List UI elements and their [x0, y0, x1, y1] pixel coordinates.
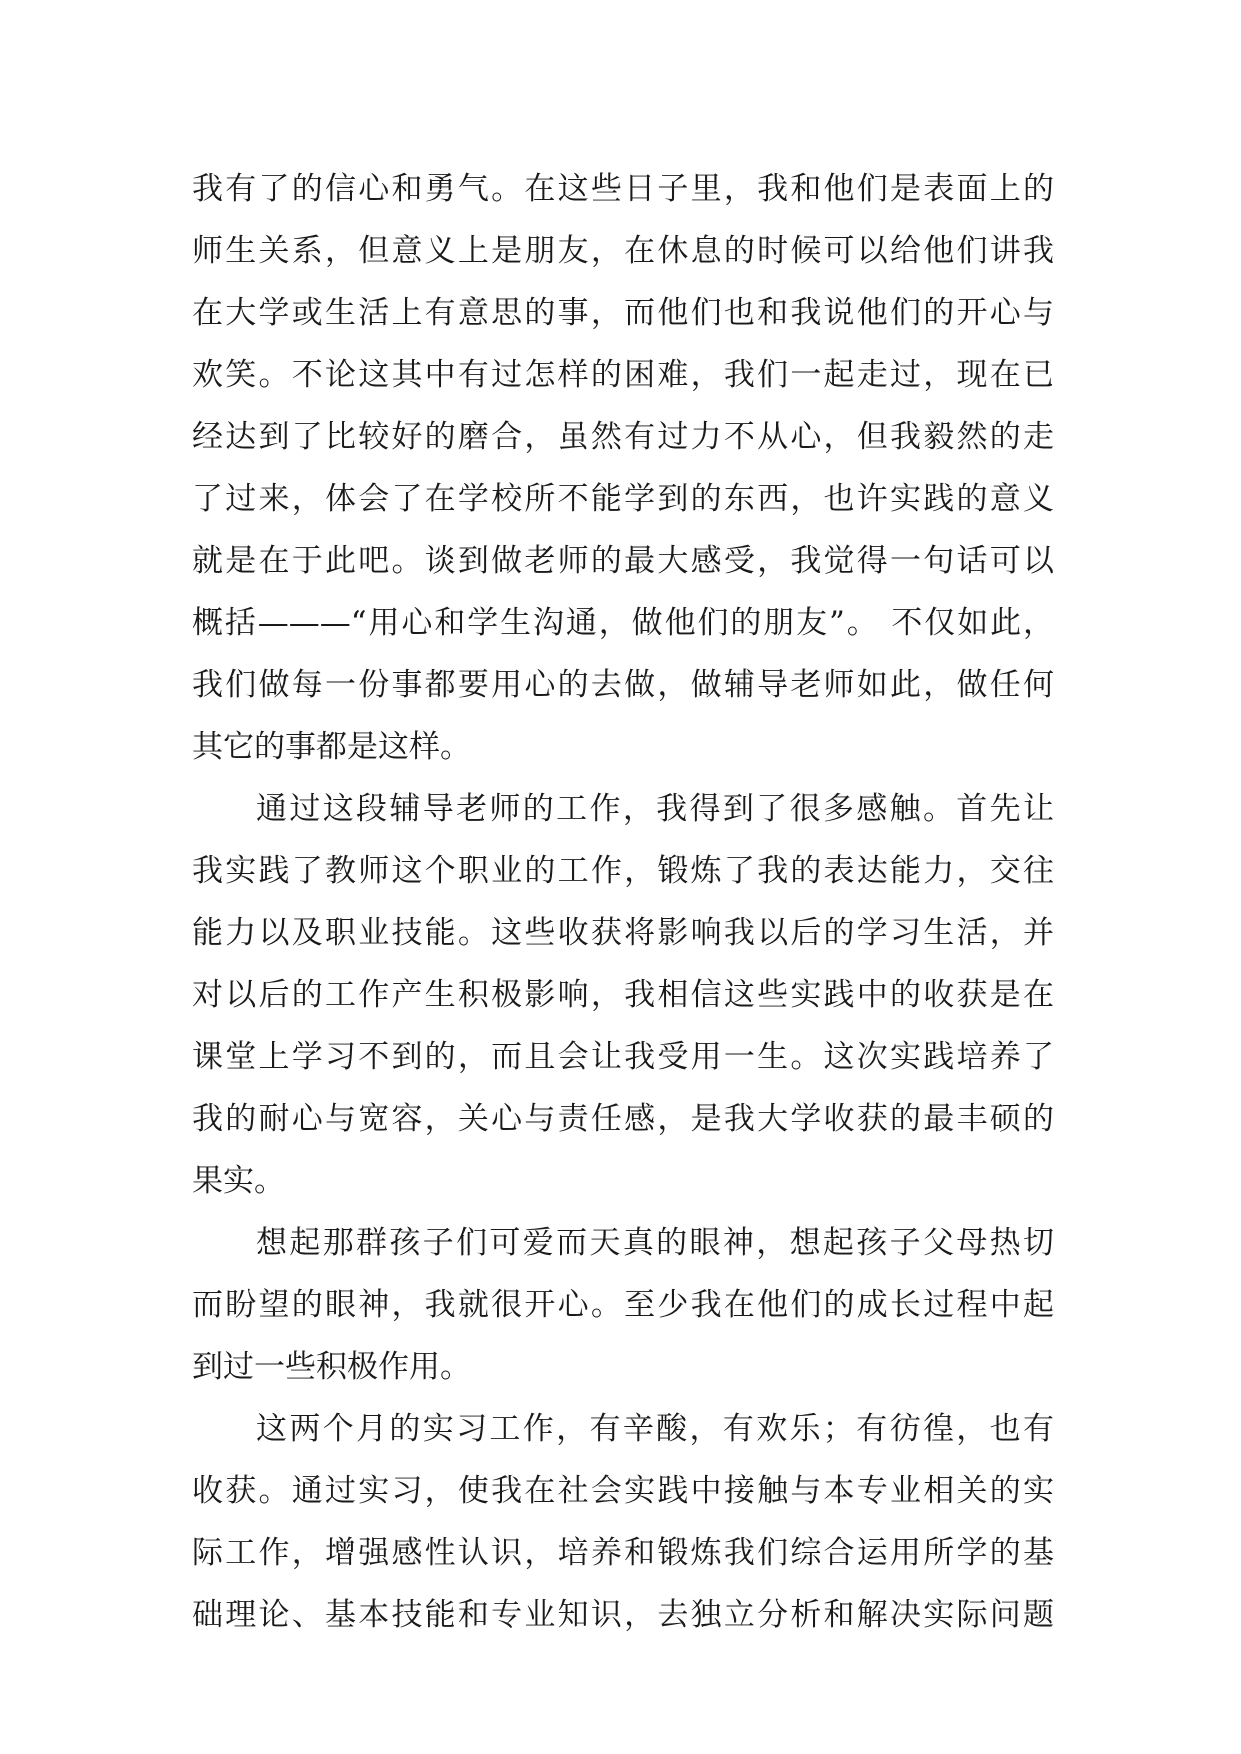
text-line: 我实践了教师这个职业的工作，锻炼了我的表达能力，交往	[192, 853, 1054, 889]
text-line: 我的耐心与宽容，关心与责任感，是我大学收获的最丰硕的	[192, 1101, 1054, 1137]
text-line: 就是在于此吧。谈到做老师的最大感受，我觉得一句话可以	[192, 543, 1054, 579]
text-line: 而盼望的眼神，我就很开心。至少我在他们的成长过程中起	[192, 1287, 1054, 1323]
text-line: 我有了的信心和勇气。在这些日子里，我和他们是表面上的	[192, 171, 1054, 207]
paragraph-first-line: 这两个月的实习工作，有辛酸，有欢乐；有彷徨，也有	[256, 1411, 1054, 1447]
paragraph-first-line: 想起那群孩子们可爱而天真的眼神，想起孩子父母热切	[256, 1225, 1054, 1261]
text-line: 际工作，增强感性认识，培养和锻炼我们综合运用所学的基	[192, 1535, 1054, 1571]
text-line: 果实。	[192, 1163, 285, 1199]
text-line: 能力以及职业技能。这些收获将影响我以后的学习生活，并	[192, 915, 1054, 951]
text-line: 础理论、基本技能和专业知识，去独立分析和解决实际问题	[192, 1597, 1054, 1633]
text-line: 师生关系，但意义上是朋友，在休息的时候可以给他们讲我	[192, 233, 1054, 269]
text-line: 收获。通过实习，使我在社会实践中接触与本专业相关的实	[192, 1473, 1054, 1509]
text-line: 概括———“用心和学生沟通，做他们的朋友”。 不仅如此，	[192, 605, 1054, 641]
text-line: 欢笑。不论这其中有过怎样的困难，我们一起走过，现在已	[192, 357, 1054, 393]
paragraph-first-line: 通过这段辅导老师的工作，我得到了很多感触。首先让	[256, 791, 1054, 827]
text-line: 了过来，体会了在学校所不能学到的东西，也许实践的意义	[192, 481, 1054, 517]
text-line: 我们做每一份事都要用心的去做，做辅导老师如此，做任何	[192, 667, 1054, 703]
text-line: 在大学或生活上有意思的事，而他们也和我说他们的开心与	[192, 295, 1054, 331]
text-line: 经达到了比较好的磨合，虽然有过力不从心，但我毅然的走	[192, 419, 1054, 455]
text-line: 课堂上学习不到的，而且会让我受用一生。这次实践培养了	[192, 1039, 1054, 1075]
document-body	[192, 158, 1054, 1646]
text-line: 对以后的工作产生积极影响，我相信这些实践中的收获是在	[192, 977, 1054, 1013]
text-line: 其它的事都是这样。	[192, 729, 471, 765]
text-line: 到过一些积极作用。	[192, 1349, 471, 1385]
